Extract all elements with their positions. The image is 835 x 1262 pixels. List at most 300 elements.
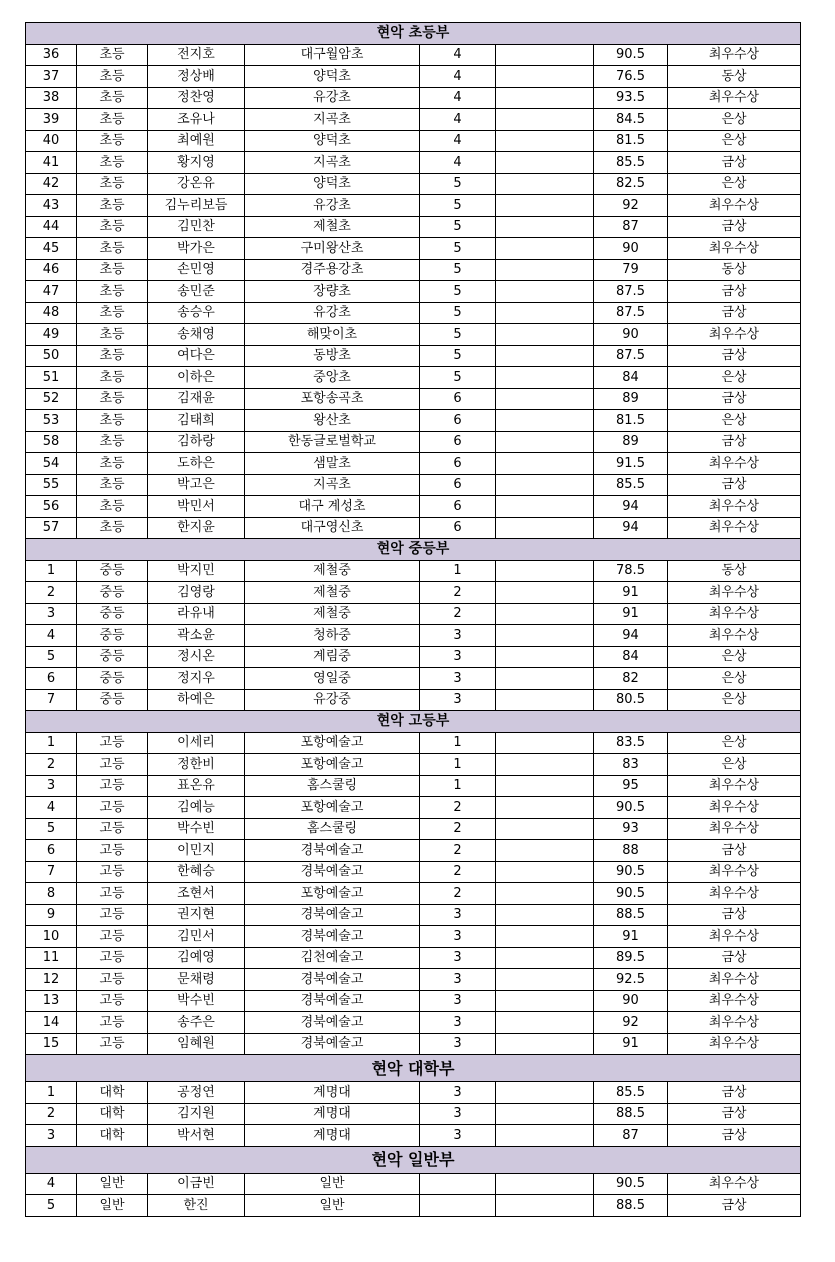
cell-school: 경북예술고 bbox=[245, 1033, 420, 1055]
cell-name: 조유나 bbox=[148, 109, 245, 131]
cell-score: 93.5 bbox=[594, 87, 668, 109]
cell-award: 최우수상 bbox=[668, 582, 801, 604]
cell-grade: 5 bbox=[420, 302, 496, 324]
table-row bbox=[26, 732, 801, 754]
cell-award: 은상 bbox=[668, 646, 801, 668]
cell-school: 지곡초 bbox=[245, 109, 420, 131]
cell-name: 김태희 bbox=[148, 410, 245, 432]
section-header bbox=[26, 1146, 801, 1173]
table-row bbox=[26, 431, 801, 453]
cell-grade: 6 bbox=[420, 496, 496, 518]
cell-award: 최우수상 bbox=[668, 861, 801, 883]
cell-blank bbox=[496, 1173, 594, 1195]
cell-award: 최우수상 bbox=[668, 1012, 801, 1034]
cell-award: 최우수상 bbox=[668, 883, 801, 905]
table-row bbox=[26, 861, 801, 883]
cell-grade: 5 bbox=[420, 173, 496, 195]
cell-grade: 2 bbox=[420, 883, 496, 905]
cell-number: 3 bbox=[26, 1125, 77, 1147]
cell-number: 43 bbox=[26, 195, 77, 217]
cell-award: 금상 bbox=[668, 302, 801, 324]
cell-award: 은상 bbox=[668, 173, 801, 195]
cell-school: 구미왕산초 bbox=[245, 238, 420, 260]
cell-score: 90 bbox=[594, 324, 668, 346]
cell-score: 76.5 bbox=[594, 66, 668, 88]
table-row bbox=[26, 797, 801, 819]
cell-grade: 4 bbox=[420, 109, 496, 131]
table-row bbox=[26, 689, 801, 711]
cell-blank bbox=[496, 754, 594, 776]
cell-division: 초등 bbox=[77, 152, 148, 174]
cell-division: 고등 bbox=[77, 818, 148, 840]
cell-score: 91 bbox=[594, 603, 668, 625]
cell-grade: 5 bbox=[420, 345, 496, 367]
cell-award: 최우수상 bbox=[668, 990, 801, 1012]
cell-award: 최우수상 bbox=[668, 324, 801, 346]
cell-score: 93 bbox=[594, 818, 668, 840]
table-row bbox=[26, 625, 801, 647]
cell-number: 7 bbox=[26, 861, 77, 883]
cell-score: 87 bbox=[594, 1125, 668, 1147]
cell-division: 고등 bbox=[77, 990, 148, 1012]
cell-division: 초등 bbox=[77, 87, 148, 109]
cell-school: 포항예술고 bbox=[245, 883, 420, 905]
cell-number: 1 bbox=[26, 1082, 77, 1104]
cell-grade: 3 bbox=[420, 947, 496, 969]
cell-award: 은상 bbox=[668, 130, 801, 152]
cell-name: 박수빈 bbox=[148, 990, 245, 1012]
cell-number: 39 bbox=[26, 109, 77, 131]
cell-score: 85.5 bbox=[594, 1082, 668, 1104]
cell-name: 박고은 bbox=[148, 474, 245, 496]
cell-number: 4 bbox=[26, 625, 77, 647]
cell-number: 5 bbox=[26, 818, 77, 840]
cell-blank bbox=[496, 1012, 594, 1034]
cell-name: 공정연 bbox=[148, 1082, 245, 1104]
cell-school: 청하중 bbox=[245, 625, 420, 647]
cell-blank bbox=[496, 388, 594, 410]
cell-school: 유강초 bbox=[245, 195, 420, 217]
cell-name: 문채령 bbox=[148, 969, 245, 991]
cell-name: 김지원 bbox=[148, 1103, 245, 1125]
cell-number: 49 bbox=[26, 324, 77, 346]
cell-division: 고등 bbox=[77, 883, 148, 905]
cell-score: 90 bbox=[594, 238, 668, 260]
cell-grade: 3 bbox=[420, 689, 496, 711]
cell-number: 2 bbox=[26, 1103, 77, 1125]
cell-award: 은상 bbox=[668, 109, 801, 131]
cell-name: 정시온 bbox=[148, 646, 245, 668]
cell-grade: 4 bbox=[420, 130, 496, 152]
cell-grade bbox=[420, 1173, 496, 1195]
cell-blank bbox=[496, 668, 594, 690]
cell-division: 초등 bbox=[77, 496, 148, 518]
section-header bbox=[26, 23, 801, 45]
cell-grade: 5 bbox=[420, 367, 496, 389]
cell-number: 4 bbox=[26, 797, 77, 819]
cell-division: 초등 bbox=[77, 345, 148, 367]
cell-name: 전지호 bbox=[148, 44, 245, 66]
cell-number: 38 bbox=[26, 87, 77, 109]
cell-number: 10 bbox=[26, 926, 77, 948]
table-row bbox=[26, 195, 801, 217]
cell-number: 42 bbox=[26, 173, 77, 195]
table-row bbox=[26, 668, 801, 690]
cell-name: 조현서 bbox=[148, 883, 245, 905]
cell-number: 44 bbox=[26, 216, 77, 238]
table-row bbox=[26, 904, 801, 926]
cell-award: 금상 bbox=[668, 152, 801, 174]
cell-grade: 3 bbox=[420, 990, 496, 1012]
cell-grade: 3 bbox=[420, 1125, 496, 1147]
cell-school: 중앙초 bbox=[245, 367, 420, 389]
cell-score: 91.5 bbox=[594, 453, 668, 475]
cell-blank bbox=[496, 883, 594, 905]
cell-school: 양덕초 bbox=[245, 66, 420, 88]
cell-name: 한지윤 bbox=[148, 517, 245, 539]
cell-number: 9 bbox=[26, 904, 77, 926]
cell-score: 83.5 bbox=[594, 732, 668, 754]
cell-division: 고등 bbox=[77, 840, 148, 862]
cell-score: 91 bbox=[594, 926, 668, 948]
cell-number: 53 bbox=[26, 410, 77, 432]
table-row bbox=[26, 1125, 801, 1147]
cell-school: 경북예술고 bbox=[245, 840, 420, 862]
cell-division: 대학 bbox=[77, 1082, 148, 1104]
table-row bbox=[26, 1103, 801, 1125]
section-header bbox=[26, 539, 801, 561]
cell-grade: 2 bbox=[420, 861, 496, 883]
cell-name: 정상배 bbox=[148, 66, 245, 88]
cell-number: 4 bbox=[26, 1173, 77, 1195]
cell-division: 중등 bbox=[77, 582, 148, 604]
table-row bbox=[26, 775, 801, 797]
table-row bbox=[26, 281, 801, 303]
table-row bbox=[26, 883, 801, 905]
cell-score: 78.5 bbox=[594, 560, 668, 582]
table-row bbox=[26, 66, 801, 88]
cell-grade: 3 bbox=[420, 1012, 496, 1034]
cell-award: 금상 bbox=[668, 1125, 801, 1147]
cell-blank bbox=[496, 1103, 594, 1125]
cell-score: 88.5 bbox=[594, 1103, 668, 1125]
cell-division: 중등 bbox=[77, 646, 148, 668]
cell-division: 초등 bbox=[77, 44, 148, 66]
cell-award: 최우수상 bbox=[668, 238, 801, 260]
cell-name: 권지현 bbox=[148, 904, 245, 926]
cell-name: 한혜승 bbox=[148, 861, 245, 883]
cell-school: 계림중 bbox=[245, 646, 420, 668]
cell-division: 초등 bbox=[77, 410, 148, 432]
cell-division: 고등 bbox=[77, 926, 148, 948]
table-row bbox=[26, 324, 801, 346]
cell-award: 금상 bbox=[668, 388, 801, 410]
cell-number: 8 bbox=[26, 883, 77, 905]
cell-name: 정찬영 bbox=[148, 87, 245, 109]
cell-award: 금상 bbox=[668, 474, 801, 496]
cell-award: 금상 bbox=[668, 1195, 801, 1217]
cell-number: 47 bbox=[26, 281, 77, 303]
cell-division: 중등 bbox=[77, 625, 148, 647]
cell-score: 92 bbox=[594, 195, 668, 217]
cell-award: 은상 bbox=[668, 367, 801, 389]
cell-grade: 4 bbox=[420, 87, 496, 109]
table-row bbox=[26, 969, 801, 991]
cell-score: 94 bbox=[594, 496, 668, 518]
cell-award: 금상 bbox=[668, 840, 801, 862]
cell-number: 51 bbox=[26, 367, 77, 389]
cell-name: 이민지 bbox=[148, 840, 245, 862]
cell-grade: 1 bbox=[420, 560, 496, 582]
cell-score: 82.5 bbox=[594, 173, 668, 195]
cell-blank bbox=[496, 1082, 594, 1104]
cell-name: 박수빈 bbox=[148, 818, 245, 840]
cell-blank bbox=[496, 1125, 594, 1147]
cell-number: 6 bbox=[26, 668, 77, 690]
results-table bbox=[25, 22, 801, 1217]
cell-award: 금상 bbox=[668, 431, 801, 453]
cell-name: 라유내 bbox=[148, 603, 245, 625]
cell-number: 57 bbox=[26, 517, 77, 539]
cell-school: 대구 계성초 bbox=[245, 496, 420, 518]
table-row bbox=[26, 818, 801, 840]
cell-blank bbox=[496, 969, 594, 991]
cell-grade: 5 bbox=[420, 324, 496, 346]
cell-blank bbox=[496, 1033, 594, 1055]
cell-blank bbox=[496, 818, 594, 840]
table-row bbox=[26, 367, 801, 389]
cell-blank bbox=[496, 152, 594, 174]
cell-score: 83 bbox=[594, 754, 668, 776]
cell-score: 87.5 bbox=[594, 302, 668, 324]
cell-division: 고등 bbox=[77, 969, 148, 991]
cell-division: 초등 bbox=[77, 367, 148, 389]
table-row bbox=[26, 238, 801, 260]
cell-blank bbox=[496, 66, 594, 88]
cell-school: 제철중 bbox=[245, 582, 420, 604]
cell-division: 고등 bbox=[77, 1033, 148, 1055]
table-row bbox=[26, 388, 801, 410]
cell-blank bbox=[496, 861, 594, 883]
cell-blank bbox=[496, 474, 594, 496]
cell-name: 최예원 bbox=[148, 130, 245, 152]
cell-award: 동상 bbox=[668, 259, 801, 281]
cell-division: 초등 bbox=[77, 324, 148, 346]
cell-school: 포항예술고 bbox=[245, 754, 420, 776]
cell-blank bbox=[496, 775, 594, 797]
cell-blank bbox=[496, 560, 594, 582]
cell-blank bbox=[496, 496, 594, 518]
cell-award: 금상 bbox=[668, 1103, 801, 1125]
cell-score: 90 bbox=[594, 990, 668, 1012]
cell-school: 유강초 bbox=[245, 302, 420, 324]
cell-grade: 2 bbox=[420, 582, 496, 604]
table-row bbox=[26, 947, 801, 969]
cell-blank bbox=[496, 345, 594, 367]
cell-score: 90.5 bbox=[594, 44, 668, 66]
cell-grade: 6 bbox=[420, 388, 496, 410]
cell-award: 최우수상 bbox=[668, 44, 801, 66]
cell-blank bbox=[496, 453, 594, 475]
cell-school: 대구영신초 bbox=[245, 517, 420, 539]
cell-grade: 1 bbox=[420, 775, 496, 797]
cell-number: 11 bbox=[26, 947, 77, 969]
cell-blank bbox=[496, 689, 594, 711]
cell-name: 송주은 bbox=[148, 1012, 245, 1034]
cell-name: 표온유 bbox=[148, 775, 245, 797]
cell-score: 81.5 bbox=[594, 410, 668, 432]
cell-number: 2 bbox=[26, 754, 77, 776]
cell-score: 90.5 bbox=[594, 861, 668, 883]
table-row bbox=[26, 216, 801, 238]
cell-school: 장량초 bbox=[245, 281, 420, 303]
cell-award: 은상 bbox=[668, 668, 801, 690]
cell-score: 91 bbox=[594, 1033, 668, 1055]
cell-blank bbox=[496, 947, 594, 969]
cell-award: 최우수상 bbox=[668, 603, 801, 625]
cell-grade: 2 bbox=[420, 797, 496, 819]
cell-score: 88.5 bbox=[594, 1195, 668, 1217]
cell-number: 1 bbox=[26, 560, 77, 582]
cell-school: 일반 bbox=[245, 1195, 420, 1217]
cell-school: 영일중 bbox=[245, 668, 420, 690]
cell-blank bbox=[496, 87, 594, 109]
table-row bbox=[26, 44, 801, 66]
cell-score: 90.5 bbox=[594, 1173, 668, 1195]
cell-grade: 3 bbox=[420, 646, 496, 668]
cell-division: 초등 bbox=[77, 453, 148, 475]
cell-number: 55 bbox=[26, 474, 77, 496]
cell-blank bbox=[496, 367, 594, 389]
cell-score: 84 bbox=[594, 367, 668, 389]
section-title: 현악 대학부 bbox=[26, 1055, 801, 1082]
table-row bbox=[26, 1082, 801, 1104]
cell-school: 지곡초 bbox=[245, 152, 420, 174]
section-header bbox=[26, 1055, 801, 1082]
cell-grade: 5 bbox=[420, 281, 496, 303]
cell-number: 45 bbox=[26, 238, 77, 260]
cell-division: 대학 bbox=[77, 1103, 148, 1125]
cell-blank bbox=[496, 238, 594, 260]
cell-score: 94 bbox=[594, 625, 668, 647]
cell-score: 85.5 bbox=[594, 474, 668, 496]
cell-blank bbox=[496, 44, 594, 66]
cell-award: 금상 bbox=[668, 904, 801, 926]
cell-name: 송채영 bbox=[148, 324, 245, 346]
cell-division: 고등 bbox=[77, 904, 148, 926]
cell-division: 초등 bbox=[77, 130, 148, 152]
cell-name: 이금빈 bbox=[148, 1173, 245, 1195]
table-row bbox=[26, 926, 801, 948]
cell-division: 중등 bbox=[77, 668, 148, 690]
cell-grade: 3 bbox=[420, 1082, 496, 1104]
cell-award: 동상 bbox=[668, 560, 801, 582]
cell-award: 최우수상 bbox=[668, 818, 801, 840]
cell-blank bbox=[496, 302, 594, 324]
cell-score: 91 bbox=[594, 582, 668, 604]
table-row bbox=[26, 990, 801, 1012]
cell-score: 90.5 bbox=[594, 883, 668, 905]
cell-number: 41 bbox=[26, 152, 77, 174]
cell-school: 양덕초 bbox=[245, 130, 420, 152]
cell-grade: 3 bbox=[420, 1103, 496, 1125]
cell-school: 계명대 bbox=[245, 1103, 420, 1125]
table-row bbox=[26, 603, 801, 625]
table-row bbox=[26, 1173, 801, 1195]
cell-grade: 2 bbox=[420, 818, 496, 840]
table-row bbox=[26, 1033, 801, 1055]
cell-blank bbox=[496, 173, 594, 195]
cell-name: 강온유 bbox=[148, 173, 245, 195]
cell-division: 초등 bbox=[77, 474, 148, 496]
cell-grade: 6 bbox=[420, 453, 496, 475]
table-row bbox=[26, 130, 801, 152]
cell-division: 초등 bbox=[77, 173, 148, 195]
cell-division: 대학 bbox=[77, 1125, 148, 1147]
cell-number: 12 bbox=[26, 969, 77, 991]
cell-number: 56 bbox=[26, 496, 77, 518]
cell-division: 초등 bbox=[77, 66, 148, 88]
cell-name: 정한비 bbox=[148, 754, 245, 776]
cell-blank bbox=[496, 582, 594, 604]
cell-school: 양덕초 bbox=[245, 173, 420, 195]
cell-score: 79 bbox=[594, 259, 668, 281]
cell-division: 초등 bbox=[77, 281, 148, 303]
table-row bbox=[26, 87, 801, 109]
cell-score: 95 bbox=[594, 775, 668, 797]
cell-grade: 6 bbox=[420, 410, 496, 432]
cell-grade: 3 bbox=[420, 904, 496, 926]
cell-name: 여다은 bbox=[148, 345, 245, 367]
cell-award: 최우수상 bbox=[668, 496, 801, 518]
table-row bbox=[26, 259, 801, 281]
cell-blank bbox=[496, 517, 594, 539]
cell-award: 금상 bbox=[668, 1082, 801, 1104]
cell-award: 최우수상 bbox=[668, 517, 801, 539]
cell-division: 초등 bbox=[77, 431, 148, 453]
cell-blank bbox=[496, 109, 594, 131]
cell-award: 동상 bbox=[668, 66, 801, 88]
cell-division: 고등 bbox=[77, 732, 148, 754]
cell-grade: 5 bbox=[420, 238, 496, 260]
cell-grade: 1 bbox=[420, 754, 496, 776]
cell-school: 포항예술고 bbox=[245, 732, 420, 754]
cell-school: 일반 bbox=[245, 1173, 420, 1195]
cell-number: 5 bbox=[26, 1195, 77, 1217]
cell-number: 7 bbox=[26, 689, 77, 711]
cell-award: 최우수상 bbox=[668, 1173, 801, 1195]
cell-number: 48 bbox=[26, 302, 77, 324]
cell-school: 계명대 bbox=[245, 1082, 420, 1104]
cell-number: 54 bbox=[26, 453, 77, 475]
cell-score: 88 bbox=[594, 840, 668, 862]
cell-division: 초등 bbox=[77, 238, 148, 260]
cell-division: 중등 bbox=[77, 689, 148, 711]
cell-school: 계명대 bbox=[245, 1125, 420, 1147]
cell-score: 94 bbox=[594, 517, 668, 539]
cell-division: 중등 bbox=[77, 603, 148, 625]
section-title: 현악 일반부 bbox=[26, 1146, 801, 1173]
table-row bbox=[26, 345, 801, 367]
cell-number: 6 bbox=[26, 840, 77, 862]
cell-number: 14 bbox=[26, 1012, 77, 1034]
cell-name: 송민준 bbox=[148, 281, 245, 303]
cell-division: 고등 bbox=[77, 754, 148, 776]
cell-name: 정지우 bbox=[148, 668, 245, 690]
cell-division: 고등 bbox=[77, 1012, 148, 1034]
cell-school: 유강초 bbox=[245, 87, 420, 109]
cell-school: 대구월암초 bbox=[245, 44, 420, 66]
